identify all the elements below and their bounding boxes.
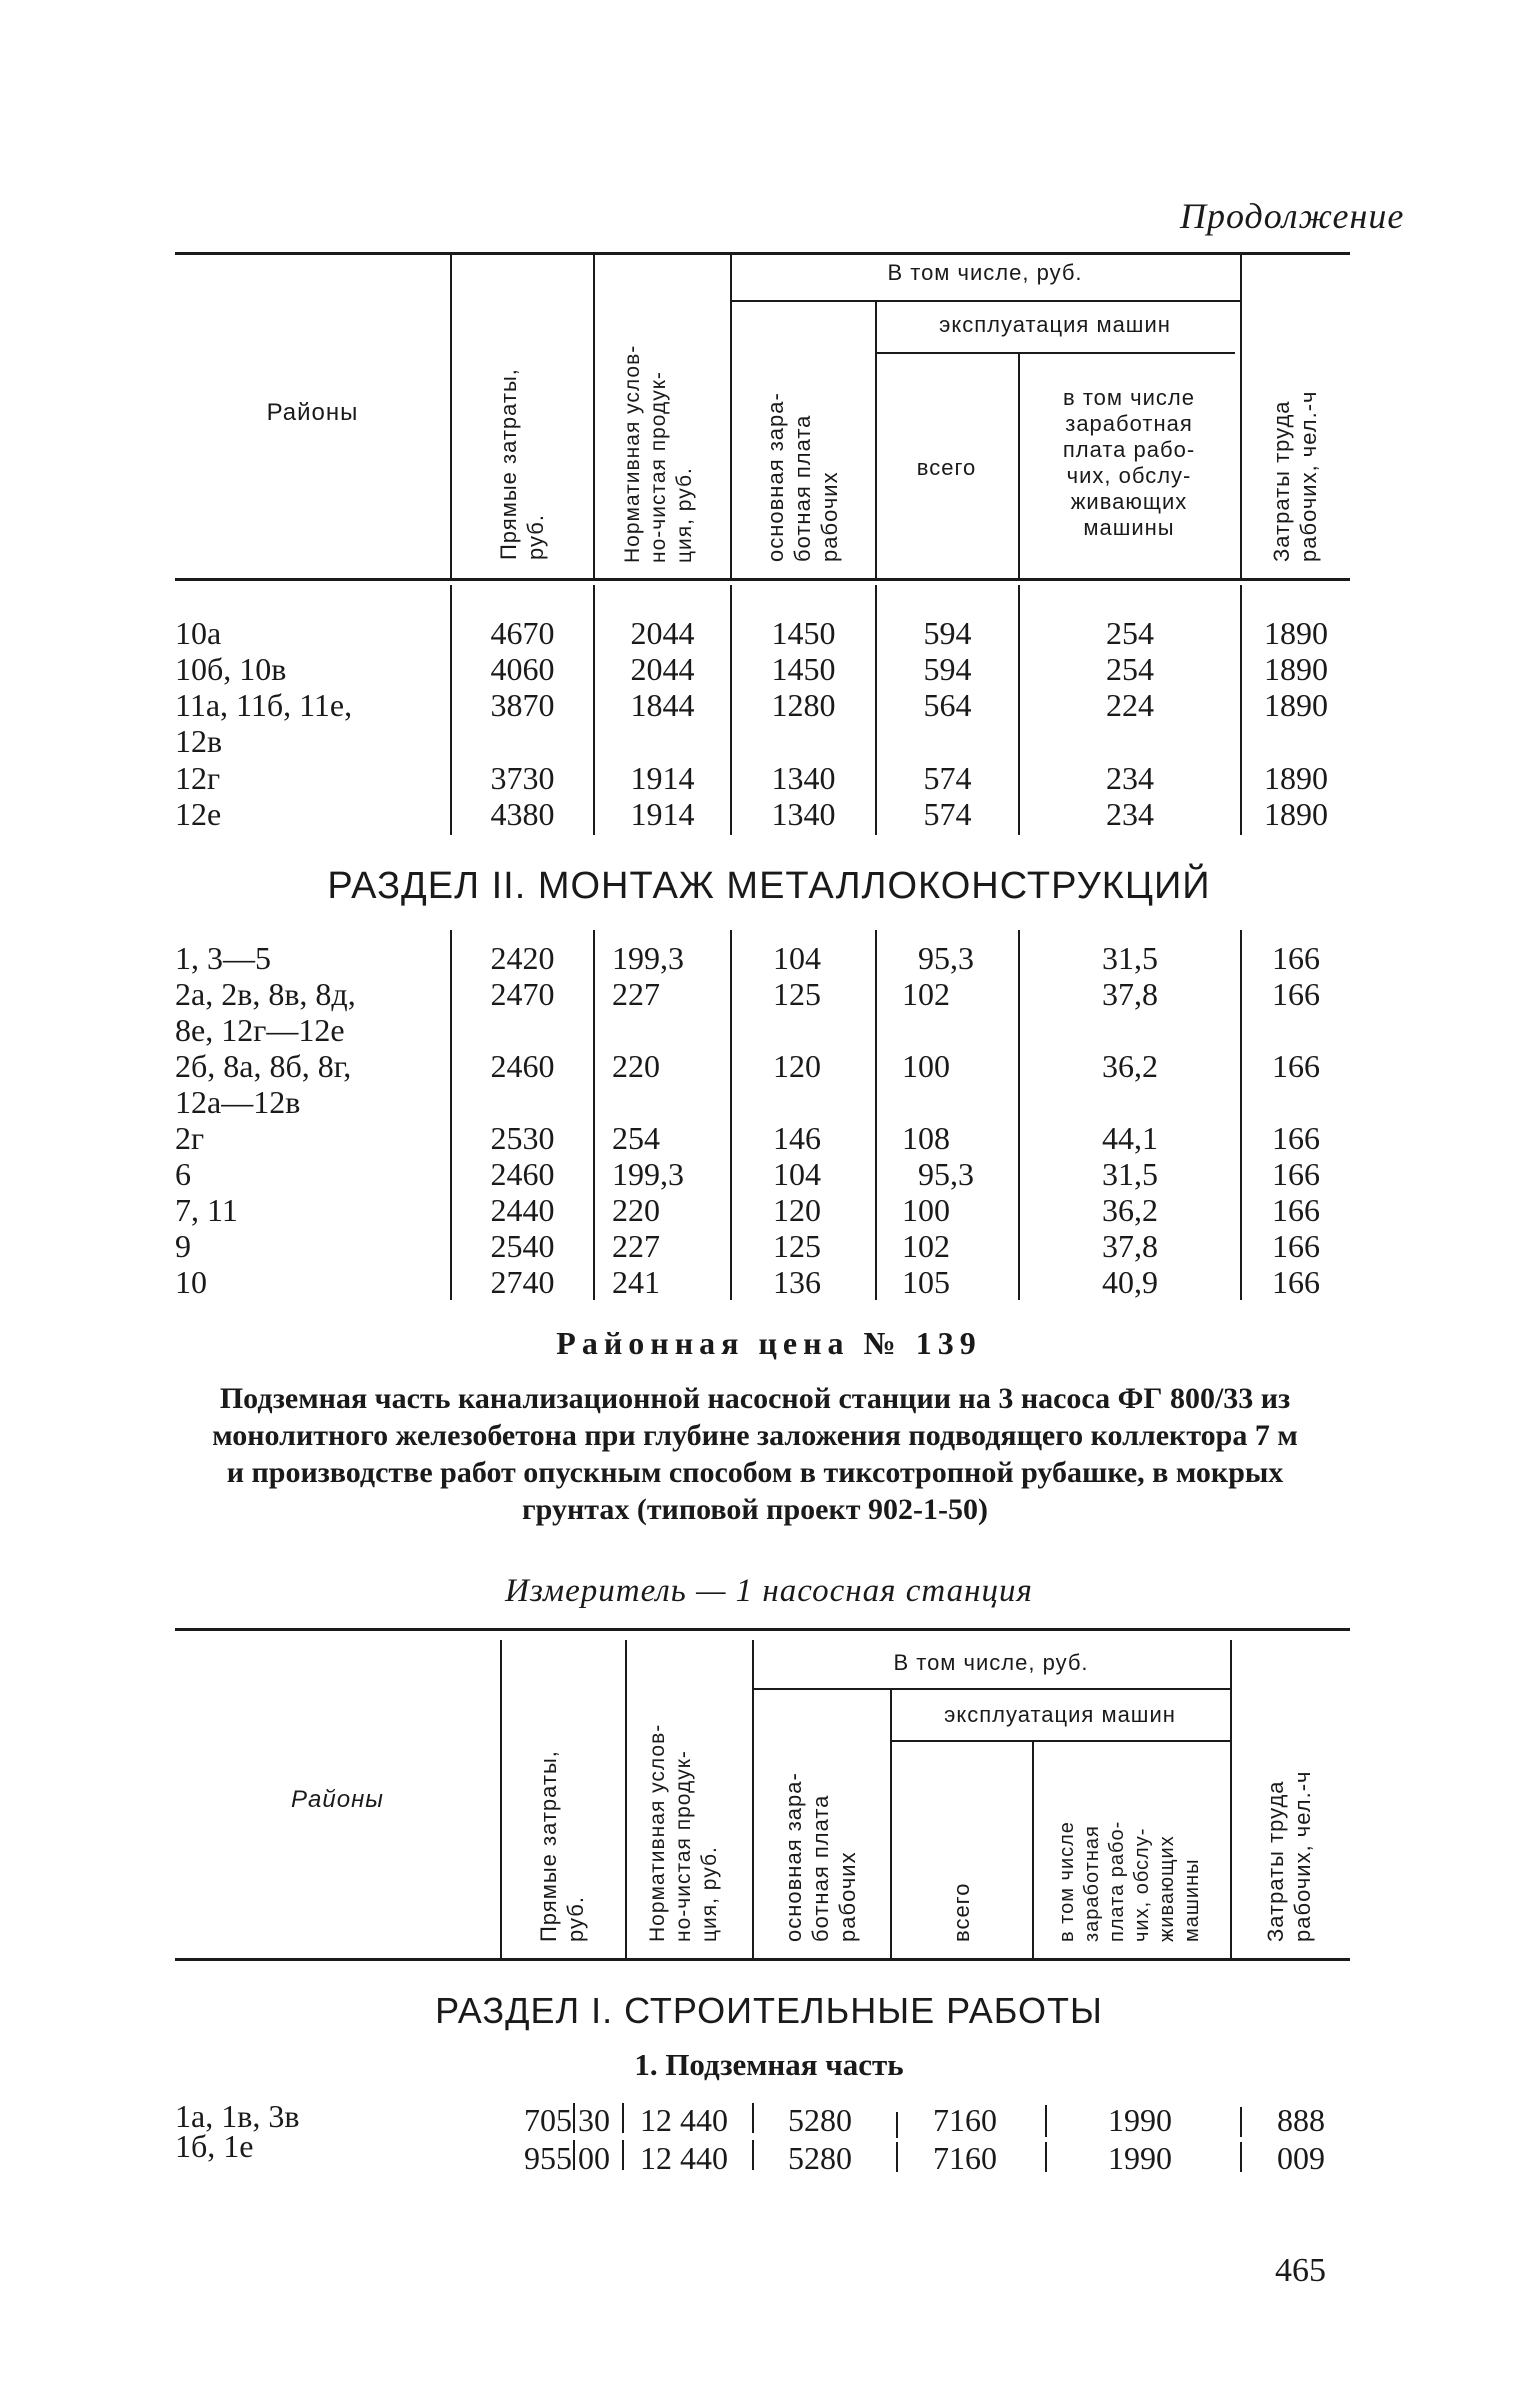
cell-normative: 1844 bbox=[630, 687, 695, 723]
cell-direct: 2420 bbox=[490, 940, 555, 976]
cell-direct: 3730 bbox=[490, 760, 555, 796]
cell-incl-wage: 224 bbox=[1106, 687, 1154, 723]
table2-header-machines: эксплуатация машин bbox=[944, 1702, 1176, 1727]
cell-wage: 1280 bbox=[771, 687, 836, 723]
cell-labor: 166 bbox=[1272, 1156, 1320, 1192]
cell-separator bbox=[896, 2112, 898, 2138]
table2-top-rule bbox=[175, 1628, 1350, 1631]
row-region: 10б, 10в bbox=[175, 651, 287, 687]
cell-normative: 241 bbox=[612, 1264, 660, 1300]
cell-total: 95,3 bbox=[918, 1156, 974, 1192]
cell-direct: 4060 bbox=[490, 651, 555, 687]
cell-labor: 1890 bbox=[1264, 615, 1328, 651]
cell-separator bbox=[896, 2142, 898, 2172]
cell-total: 108 bbox=[902, 1120, 950, 1156]
table2-group-rule bbox=[752, 1688, 1230, 1690]
cell-normative: 220 bbox=[612, 1192, 660, 1228]
cell-wage: 1450 bbox=[771, 615, 836, 651]
table1-header-direct: Прямые затраты, руб. bbox=[496, 368, 548, 560]
cell-labor: 166 bbox=[1272, 1120, 1320, 1156]
cell-normative: 12 440 bbox=[640, 2102, 728, 2138]
row-region: 12г bbox=[175, 760, 221, 796]
cell-direct: 2460 bbox=[490, 1156, 555, 1192]
cell-incl-wage: 254 bbox=[1106, 651, 1154, 687]
cell-normative: 1914 bbox=[630, 760, 695, 796]
cell-total: 7160 bbox=[933, 2102, 997, 2138]
row-region: 7, 11 bbox=[175, 1192, 238, 1228]
page-number: 465 bbox=[1275, 2252, 1326, 2289]
cell-separator bbox=[1240, 2142, 1242, 2172]
cell-labor: 1890 bbox=[1264, 760, 1328, 796]
table1-top-rule bbox=[175, 252, 1350, 255]
cell-direct: 2530 bbox=[490, 1120, 555, 1156]
table2-header-rule bbox=[175, 1958, 1350, 1961]
cell-total: 574 bbox=[923, 796, 972, 832]
cell-direct: 2540 bbox=[490, 1228, 555, 1264]
meter-label: Измеритель — 1 насосная станция bbox=[505, 1573, 1033, 1609]
cell-separator bbox=[573, 2140, 575, 2170]
table2-header-normative: Нормативная услов- но-чистая продук- ция, руб. bbox=[646, 1723, 721, 1942]
cell-total: 594 bbox=[923, 615, 972, 651]
cell-labor: 009 bbox=[1277, 2140, 1325, 2176]
cell-direct-frac: 30 bbox=[578, 2102, 610, 2138]
row-region: 10 bbox=[175, 1264, 207, 1300]
table1-body2-vrule bbox=[875, 930, 877, 1300]
table1-header-normative: Нормативная услов- но-чистая продук- ция, руб. bbox=[621, 344, 696, 563]
row-region: 2а, 2в, 8в, 8д, 8е, 12г—12е bbox=[175, 976, 356, 1048]
row-region: 2б, 8а, 8б, 8г, 12а—12в bbox=[175, 1048, 352, 1120]
table1-header-wage: основная зара- ботная плата рабочих bbox=[763, 392, 842, 562]
cell-wage: 1450 bbox=[771, 651, 836, 687]
section1-title: РАЗДЕЛ I. СТРОИТЕЛЬНЫЕ РАБОТЫ bbox=[435, 1990, 1103, 2031]
continuation-label: Продолжение bbox=[1180, 196, 1405, 236]
cell-direct: 2440 bbox=[490, 1192, 555, 1228]
table2-header-incl: В том числе, руб. bbox=[893, 1650, 1089, 1675]
cell-incl-wage: 36,2 bbox=[1102, 1048, 1158, 1084]
cell-incl-wage: 44,1 bbox=[1102, 1120, 1158, 1156]
row-region: 6 bbox=[175, 1156, 191, 1192]
cell-normative: 2044 bbox=[630, 651, 695, 687]
cell-normative: 227 bbox=[612, 976, 660, 1012]
cell-labor: 888 bbox=[1277, 2102, 1325, 2138]
table1-body2-vrule bbox=[593, 930, 595, 1300]
cell-separator bbox=[622, 2140, 624, 2170]
table1-header-rule bbox=[175, 578, 1350, 581]
cell-labor: 166 bbox=[1272, 940, 1320, 976]
cell-total: 95,3 bbox=[918, 940, 974, 976]
table2-header-total: всего bbox=[949, 1882, 974, 1942]
cell-incl-wage: 40,9 bbox=[1102, 1264, 1158, 1300]
cell-labor: 1890 bbox=[1264, 796, 1328, 832]
section2-title: РАЗДЕЛ II. МОНТАЖ МЕТАЛЛОКОНСТРУКЦИЙ bbox=[327, 865, 1211, 907]
cell-labor: 1890 bbox=[1264, 651, 1328, 687]
cell-normative: 1914 bbox=[630, 796, 695, 832]
price-description: Подземная часть канализационной насосной станции на 3 насоса ФГ 800/33 из монолитного железобетона при глубине заложения подводящего коллектора 7 м и производстве работ опускным способом в тиксотропной рубашке, в мокрых грунтах (типовой проект 902-1-50) bbox=[212, 1382, 1298, 1526]
table1-header-region: Районы bbox=[266, 399, 359, 426]
table2-header-labor: Затраты труда рабочих, чел.-ч bbox=[1263, 1770, 1315, 1942]
cell-normative: 2044 bbox=[630, 615, 695, 651]
cell-labor: 166 bbox=[1272, 976, 1320, 1012]
cell-wage: 136 bbox=[773, 1264, 821, 1300]
cell-total: 594 bbox=[923, 651, 972, 687]
table1-vrule bbox=[730, 252, 732, 580]
cell-incl-wage: 37,8 bbox=[1102, 976, 1158, 1012]
row-region: 9 bbox=[175, 1228, 191, 1264]
table1-header-incl: В том числе, руб. bbox=[887, 260, 1083, 285]
row-region: 1, 3—5 bbox=[175, 940, 271, 976]
cell-separator bbox=[622, 2103, 624, 2133]
cell-incl-wage: 234 bbox=[1106, 760, 1154, 796]
cell-wage: 104 bbox=[773, 940, 821, 976]
cell-incl-wage: 31,5 bbox=[1102, 940, 1158, 976]
table2-vrule bbox=[625, 1640, 627, 1958]
cell-wage: 5280 bbox=[788, 2140, 852, 2176]
table2-vrule bbox=[500, 1640, 502, 1958]
cell-direct-int: 705 bbox=[524, 2102, 572, 2138]
cell-total: 564 bbox=[923, 687, 972, 723]
table1-header-total: всего bbox=[916, 455, 977, 480]
table1-vrule bbox=[875, 300, 877, 580]
table2-vrule bbox=[752, 1640, 754, 1958]
cell-direct: 3870 bbox=[490, 687, 555, 723]
cell-separator bbox=[1045, 2142, 1047, 2172]
cell-labor: 166 bbox=[1272, 1228, 1320, 1264]
table1-header-labor: Затраты труда рабочих, чел.-ч bbox=[1269, 390, 1321, 562]
row-region: 2г bbox=[175, 1120, 205, 1156]
cell-wage: 120 bbox=[773, 1192, 821, 1228]
cell-direct: 4670 bbox=[490, 615, 555, 651]
table1-vrule bbox=[593, 252, 595, 580]
cell-wage: 1340 bbox=[771, 796, 836, 832]
cell-total: 100 bbox=[902, 1048, 950, 1084]
cell-wage: 1340 bbox=[771, 760, 836, 796]
cell-normative: 254 bbox=[612, 1120, 660, 1156]
table2-vrule bbox=[1230, 1640, 1232, 1958]
cell-incl-wage: 1990 bbox=[1108, 2102, 1172, 2138]
cell-wage: 146 bbox=[773, 1120, 821, 1156]
cell-incl-wage: 1990 bbox=[1108, 2140, 1172, 2176]
table2-header-direct: Прямые затраты, руб. bbox=[536, 1750, 588, 1942]
cell-incl-wage: 37,8 bbox=[1102, 1228, 1158, 1264]
cell-incl-wage: 36,2 bbox=[1102, 1192, 1158, 1228]
cell-labor: 166 bbox=[1272, 1048, 1320, 1084]
cell-normative: 220 bbox=[612, 1048, 660, 1084]
cell-separator bbox=[752, 2140, 754, 2170]
row-region: 10а bbox=[175, 615, 222, 651]
cell-separator bbox=[1240, 2107, 1242, 2137]
cell-labor: 166 bbox=[1272, 1264, 1320, 1300]
cell-direct: 2470 bbox=[490, 976, 555, 1012]
table2-header-incl-wage: в том числе заработная плата рабо- чих, обслу- живающих машины bbox=[1056, 1820, 1203, 1942]
cell-wage: 120 bbox=[773, 1048, 821, 1084]
price-title: Районная цена № 139 bbox=[556, 1325, 982, 1361]
cell-separator bbox=[752, 2103, 754, 2133]
cell-separator bbox=[573, 2103, 575, 2133]
cell-total: 7160 bbox=[933, 2140, 997, 2176]
cell-direct-int: 955 bbox=[524, 2140, 572, 2176]
table2-header-wage: основная зара- ботная плата рабочих bbox=[781, 1772, 860, 1942]
row-region: 1б, 1е bbox=[175, 2128, 254, 2164]
row-region: 1а, 1в, 3в bbox=[175, 2098, 300, 2134]
cell-wage: 104 bbox=[773, 1156, 821, 1192]
table2-header-region: Районы bbox=[291, 1786, 384, 1813]
table1-vrule bbox=[1240, 252, 1242, 580]
cell-incl-wage: 234 bbox=[1106, 796, 1154, 832]
row-region: 12е bbox=[175, 796, 222, 832]
cell-wage: 125 bbox=[773, 1228, 821, 1264]
table1-machines-rule bbox=[875, 352, 1235, 354]
cell-wage: 125 bbox=[773, 976, 821, 1012]
cell-labor: 1890 bbox=[1264, 687, 1328, 723]
cell-total: 105 bbox=[902, 1264, 950, 1300]
table1-group-rule bbox=[730, 300, 1240, 302]
subsection-title: 1. Подземная часть bbox=[634, 2047, 904, 2082]
cell-separator bbox=[1045, 2105, 1047, 2137]
cell-labor: 166 bbox=[1272, 1192, 1320, 1228]
cell-normative: 227 bbox=[612, 1228, 660, 1264]
row-region: 11а, 11б, 11е, 12в bbox=[175, 687, 353, 759]
cell-total: 574 bbox=[923, 760, 972, 796]
table2-vrule bbox=[1032, 1740, 1034, 1958]
cell-direct: 4380 bbox=[490, 796, 555, 832]
cell-total: 102 bbox=[902, 1228, 950, 1264]
table2-vrule bbox=[890, 1690, 892, 1958]
table1-vrule bbox=[450, 252, 452, 580]
cell-normative: 199,3 bbox=[612, 1156, 684, 1192]
cell-wage: 5280 bbox=[788, 2102, 852, 2138]
table1-header-machines: эксплуатация машин bbox=[939, 312, 1171, 337]
table2-machines-rule bbox=[890, 1740, 1230, 1742]
cell-total: 100 bbox=[902, 1192, 950, 1228]
cell-total: 102 bbox=[902, 976, 950, 1012]
cell-incl-wage: 31,5 bbox=[1102, 1156, 1158, 1192]
cell-normative: 199,3 bbox=[612, 940, 684, 976]
cell-normative: 12 440 bbox=[640, 2140, 728, 2176]
table1-header-incl-wage: в том числе заработная плата рабо- чих, обслу- живающих машины bbox=[1062, 385, 1196, 540]
cell-direct: 2740 bbox=[490, 1264, 555, 1300]
cell-direct-frac: 00 bbox=[578, 2140, 610, 2176]
cell-incl-wage: 254 bbox=[1106, 615, 1154, 651]
cell-direct: 2460 bbox=[490, 1048, 555, 1084]
